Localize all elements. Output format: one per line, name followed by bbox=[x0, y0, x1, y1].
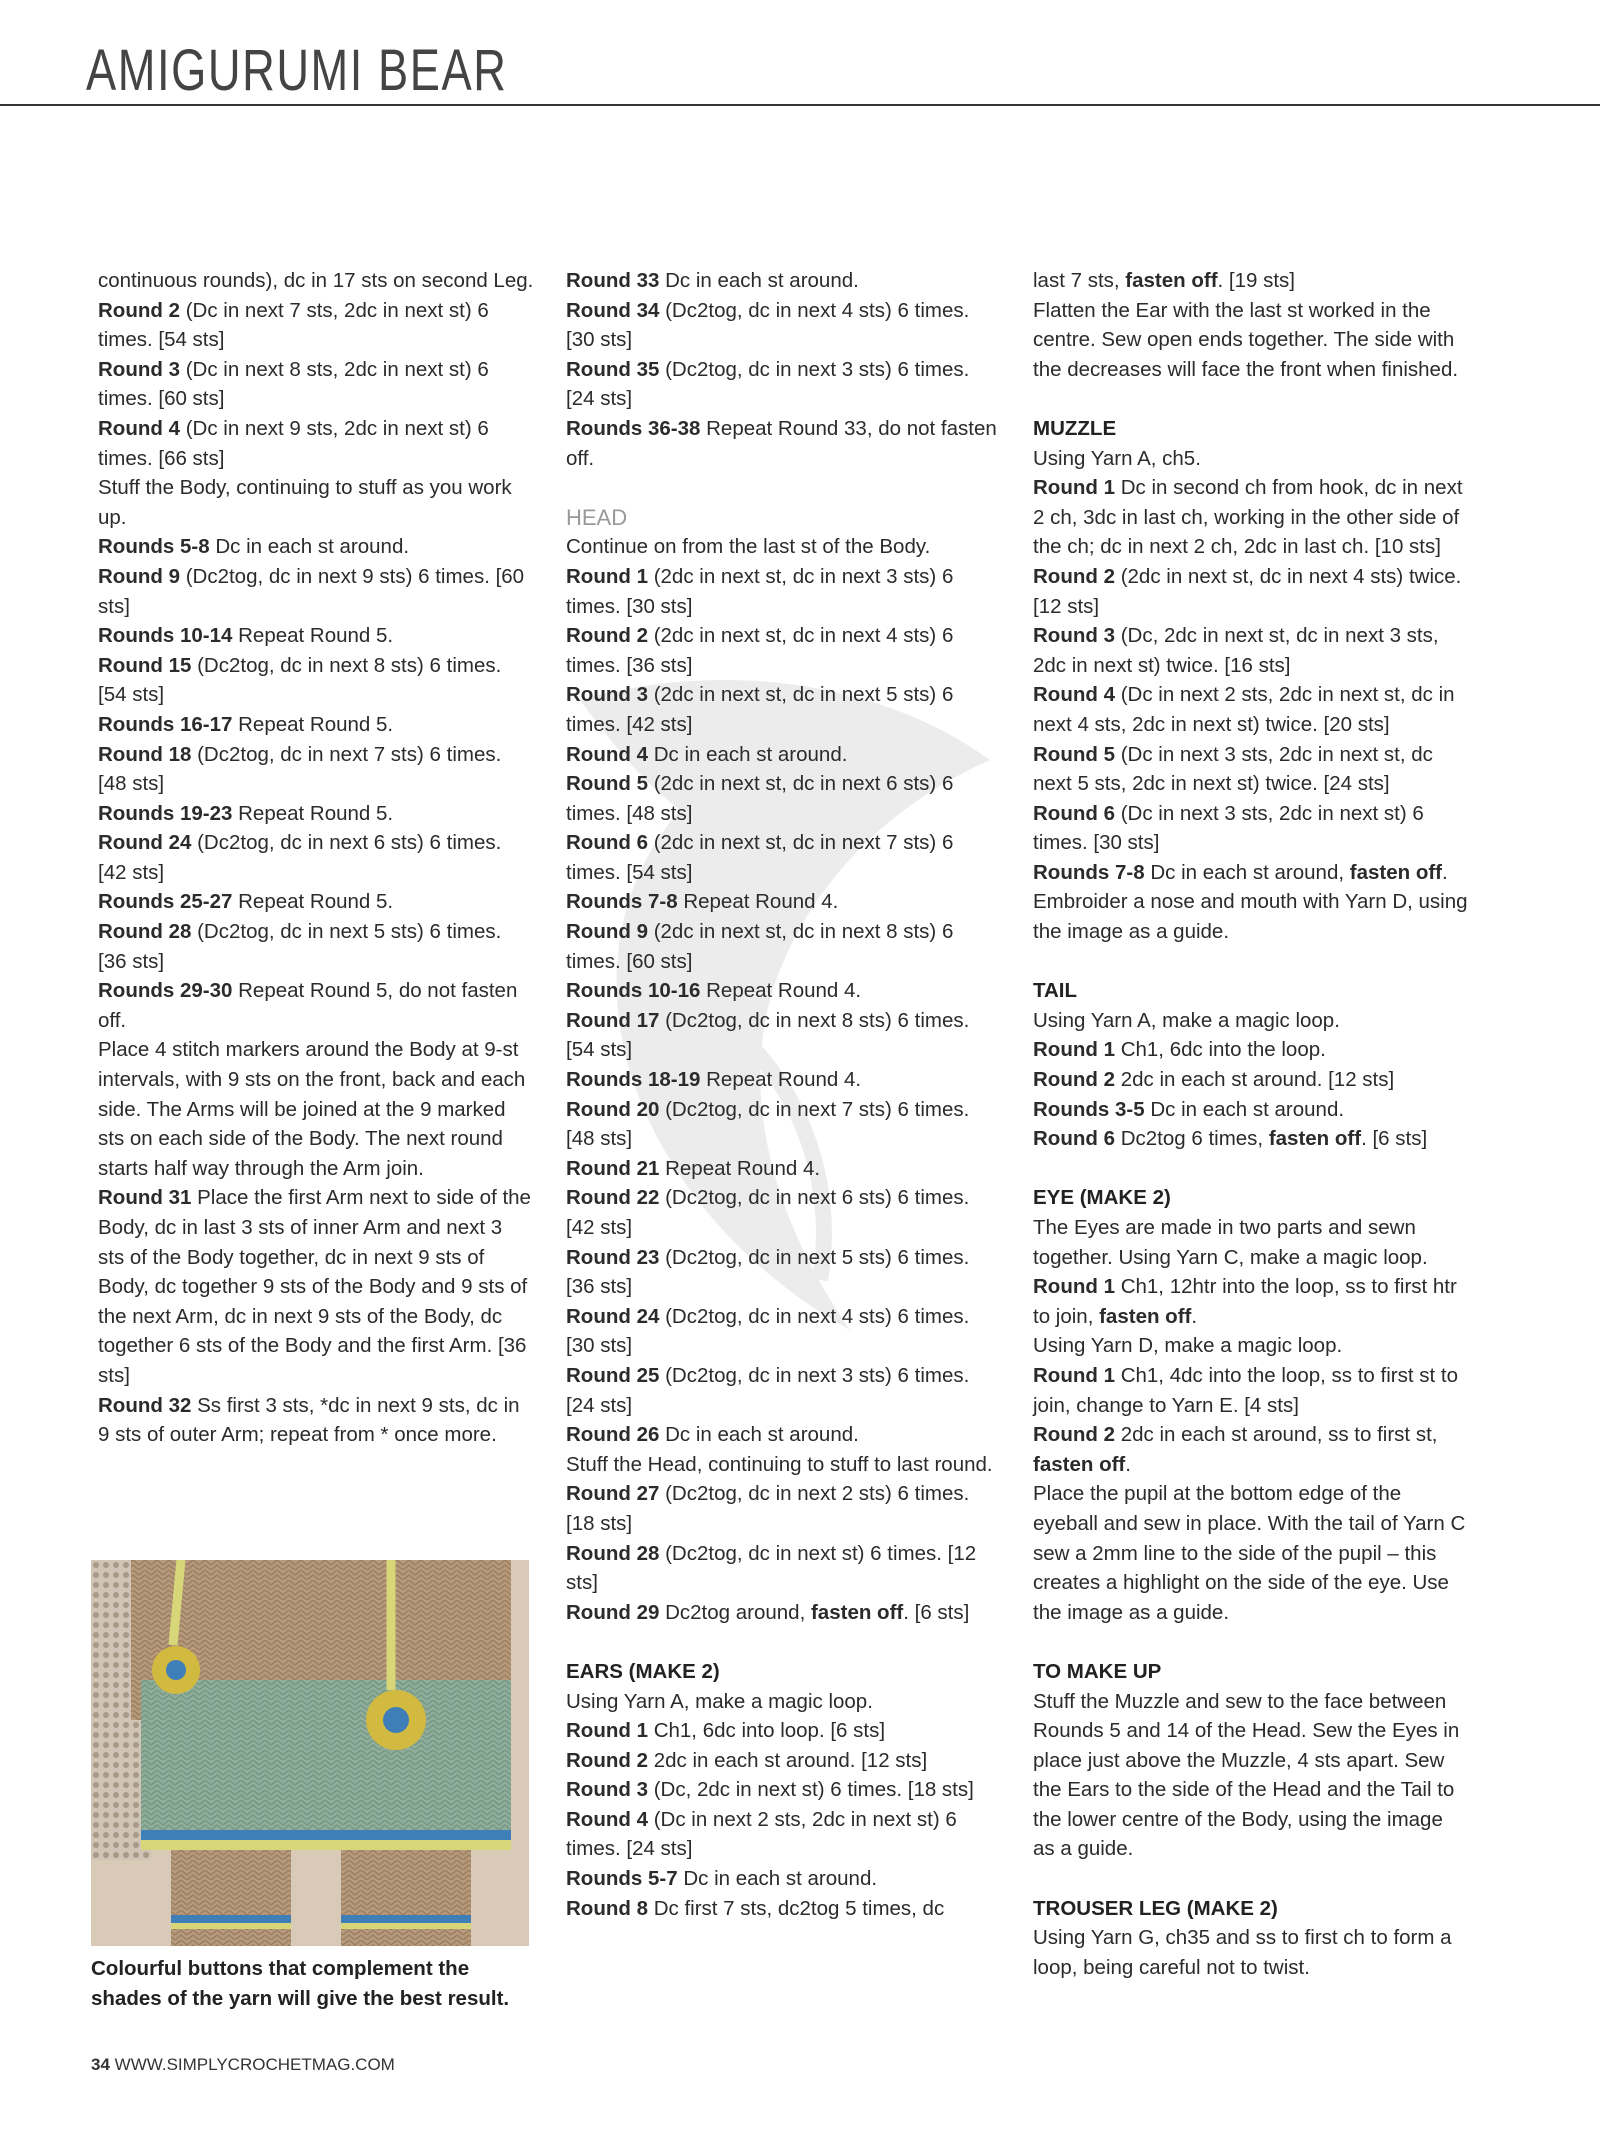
pattern-line bbox=[566, 1775, 1002, 1805]
pattern-line bbox=[98, 976, 534, 1035]
instruction-text: (Dc2tog, dc in next 7 sts) 6 times. [48 sts] bbox=[566, 1097, 970, 1151]
pattern-line bbox=[98, 651, 534, 710]
instruction-text: . bbox=[1125, 1452, 1131, 1476]
round-label: Round 34 bbox=[566, 298, 660, 322]
instruction-text: Repeat Round 5. bbox=[232, 712, 394, 736]
instruction-text: Using Yarn A, make a magic loop. bbox=[1033, 1008, 1340, 1032]
pattern-line bbox=[98, 621, 534, 651]
instruction-text: Dc in each st around. bbox=[1144, 1097, 1345, 1121]
round-label: Round 8 bbox=[566, 1896, 648, 1920]
instruction-text: Dc in each st around, bbox=[1144, 860, 1350, 884]
instruction-text: (Dc2tog, dc in next 9 sts) 6 times. [60 sts] bbox=[98, 564, 525, 618]
pattern-line bbox=[566, 769, 1002, 828]
pattern-line bbox=[566, 1864, 1002, 1894]
pattern-line bbox=[566, 1746, 1002, 1776]
pattern-line bbox=[1033, 1272, 1469, 1331]
section-heading-muzzle: MUZZLE bbox=[1033, 416, 1117, 440]
round-label: Round 6 bbox=[1033, 801, 1115, 825]
section-spacer bbox=[1033, 1154, 1469, 1184]
section-spacer bbox=[1033, 384, 1469, 414]
round-label: Round 1 bbox=[1033, 1275, 1115, 1299]
pattern-line bbox=[566, 1894, 1002, 1924]
pattern-line bbox=[98, 266, 534, 296]
page-title: AMIGURUMI BEAR bbox=[86, 38, 508, 103]
instruction-text: (Dc2tog, dc in next 2 sts) 6 times. [18 sts] bbox=[566, 1482, 970, 1535]
round-label: Round 3 bbox=[98, 357, 180, 381]
pattern-line bbox=[1033, 1035, 1469, 1065]
pattern-line bbox=[566, 355, 1002, 414]
pattern-line bbox=[1033, 444, 1469, 474]
instruction-text: (Dc2tog, dc in next 8 sts) 6 times. [54 sts] bbox=[98, 653, 502, 707]
round-label: Round 24 bbox=[566, 1304, 660, 1328]
instruction-text: (Dc in next 9 sts, 2dc in next st) 6 times. [66 sts] bbox=[98, 416, 489, 470]
pattern-line bbox=[98, 917, 534, 976]
instruction-text: continuous rounds), dc in 17 sts on second Leg. bbox=[98, 269, 534, 292]
instruction-text: Dc first 7 sts, dc2tog 5 times, dc bbox=[648, 1896, 945, 1920]
section-heading-ears: EARS (MAKE 2) bbox=[566, 1659, 720, 1683]
pattern-line bbox=[98, 562, 534, 621]
pattern-line bbox=[566, 1716, 1002, 1746]
pattern-line bbox=[98, 532, 534, 562]
instruction-text: Embroider a nose and mouth with Yarn D, using the image as a guide. bbox=[1033, 890, 1468, 944]
round-label: Rounds 18-19 bbox=[566, 1068, 701, 1092]
round-label: Round 4 bbox=[1033, 683, 1115, 707]
round-label: Round 1 bbox=[1033, 476, 1115, 500]
pattern-line bbox=[1033, 1006, 1469, 1036]
instruction-text: (Dc2tog, dc in next 7 sts) 6 times. [48 sts] bbox=[98, 742, 502, 796]
emphasis-text: fasten off bbox=[810, 1600, 904, 1624]
round-label: Round 21 bbox=[566, 1156, 660, 1180]
pattern-line bbox=[566, 532, 1002, 562]
instruction-text: (Dc2tog, dc in next 3 sts) 6 times. [24 sts] bbox=[566, 1363, 970, 1417]
pattern-line bbox=[566, 1479, 1002, 1538]
round-label: Rounds 36-38 bbox=[566, 416, 701, 440]
column-1 bbox=[98, 266, 534, 1450]
instruction-text: Repeat Round 5, do not fasten off. bbox=[98, 979, 518, 1032]
pattern-line bbox=[98, 473, 534, 532]
instruction-text: (Dc2tog, dc in next 3 sts) 6 times. [24 sts] bbox=[566, 357, 970, 411]
round-label: Round 3 bbox=[566, 1778, 648, 1802]
instruction-text: The Eyes are made in two parts and sewn together. Using Yarn C, make a magic loop. bbox=[1033, 1216, 1428, 1269]
round-label: Round 2 bbox=[1033, 564, 1115, 588]
instruction-text: Ss first 3 sts, *dc in next 9 sts, dc in 9 sts of outer Arm; repeat from * once more. bbox=[98, 1393, 520, 1447]
pattern-line bbox=[566, 917, 1002, 976]
bear-trousers-photo bbox=[91, 1560, 529, 1946]
round-label: Rounds 16-17 bbox=[98, 712, 233, 736]
instruction-text: Dc in each st around. bbox=[659, 269, 859, 292]
instruction-text: (Dc in next 2 sts, 2dc in next st) 6 times. [24 sts] bbox=[566, 1807, 957, 1861]
round-label: Rounds 5-8 bbox=[98, 535, 210, 559]
instruction-text: Stuff the Head, continuing to stuff to last round. bbox=[566, 1452, 993, 1476]
instruction-text: (Dc in next 7 sts, 2dc in next st) 6 times. [54 sts] bbox=[98, 298, 489, 352]
round-label: Round 2 bbox=[98, 298, 180, 322]
instruction-text: Stuff the Body, continuing to stuff as you work up. bbox=[98, 476, 512, 529]
pattern-line bbox=[566, 887, 1002, 917]
round-label: Round 1 bbox=[1033, 1363, 1115, 1387]
round-label: Round 2 bbox=[566, 1748, 648, 1772]
instruction-text: (Dc2tog, dc in next st) 6 times. [12 sts] bbox=[566, 1541, 977, 1595]
instruction-text: Ch1, 6dc into loop. [6 sts] bbox=[648, 1719, 886, 1743]
section-heading-head: HEAD bbox=[566, 504, 628, 530]
instruction-text: last 7 sts, bbox=[1033, 269, 1126, 292]
pattern-line bbox=[566, 1243, 1002, 1302]
instruction-text: Place the pupil at the bottom edge of the eyeball and sew in place. With the tail of Yarn C sew a 2mm line to the side of the pupil – this creates a highlight on the side of the eye. Use the image as a guide. bbox=[1033, 1482, 1466, 1624]
pattern-line bbox=[566, 621, 1002, 680]
instruction-text: Repeat Round 4. bbox=[659, 1156, 821, 1180]
photo-caption: Colourful buttons that complement the shades of the yarn will give the best result. bbox=[91, 1957, 510, 2010]
photo-illustration bbox=[91, 1560, 529, 1946]
pattern-line bbox=[1033, 1095, 1469, 1125]
pattern-line bbox=[1033, 1420, 1469, 1479]
round-label: Round 29 bbox=[566, 1600, 660, 1624]
pattern-line bbox=[98, 710, 534, 740]
section-spacer bbox=[1033, 1627, 1469, 1657]
round-label: Round 25 bbox=[566, 1363, 660, 1387]
round-label: Round 1 bbox=[566, 1719, 648, 1743]
round-label: Round 28 bbox=[98, 920, 192, 944]
pattern-line bbox=[566, 1302, 1002, 1361]
instruction-text: 2dc in each st around. [12 sts] bbox=[648, 1748, 928, 1772]
pattern-line bbox=[1033, 473, 1469, 562]
instruction-text: Repeat Round 5. bbox=[232, 890, 394, 914]
instruction-text: . [19 sts] bbox=[1217, 269, 1296, 292]
round-label: Round 2 bbox=[566, 624, 648, 648]
instruction-text: (2dc in next st, dc in next 4 sts) twice. [12 sts] bbox=[1033, 564, 1462, 618]
round-label: Round 26 bbox=[566, 1423, 660, 1447]
emphasis-text: fasten off bbox=[1099, 1304, 1192, 1328]
pattern-line bbox=[98, 740, 534, 799]
instruction-text: Ch1, 6dc into the loop. bbox=[1115, 1038, 1326, 1062]
instruction-text: Using Yarn D, make a magic loop. bbox=[1033, 1334, 1343, 1358]
instruction-text: Repeat Round 33, do not fasten off. bbox=[566, 416, 997, 470]
instruction-text: 2dc in each st around, ss to first st, bbox=[1115, 1423, 1438, 1447]
instruction-text: Dc2tog 6 times, bbox=[1115, 1127, 1269, 1151]
round-label: Round 1 bbox=[566, 564, 648, 588]
pattern-line bbox=[1033, 1124, 1469, 1154]
instruction-text: (Dc2tog, dc in next 4 sts) 6 times. [30 sts] bbox=[566, 298, 970, 352]
instruction-text: Dc in second ch from hook, dc in next 2 ch, 3dc in last ch, working in the other side of the ch; dc in next 2 ch, 2dc in last ch. [10 sts] bbox=[1033, 476, 1463, 559]
pattern-line bbox=[1033, 562, 1469, 621]
instruction-text: Dc in each st around. bbox=[209, 535, 410, 559]
round-label: Rounds 5-7 bbox=[566, 1867, 678, 1891]
instruction-text: 2dc in each st around. [12 sts] bbox=[1115, 1068, 1395, 1092]
pattern-line bbox=[566, 740, 1002, 770]
page-footer bbox=[91, 2055, 395, 2075]
round-label: Rounds 7-8 bbox=[1033, 860, 1145, 884]
instruction-text: (Dc, 2dc in next st) 6 times. [18 sts] bbox=[648, 1778, 974, 1802]
instruction-text: Using Yarn G, ch35 and ss to first ch to form a loop, being careful not to twist. bbox=[1033, 1926, 1452, 1979]
pattern-line bbox=[566, 828, 1002, 887]
column-2 bbox=[566, 266, 1002, 1923]
round-label: Round 22 bbox=[566, 1186, 660, 1210]
pattern-line bbox=[1033, 1479, 1469, 1627]
round-label: Round 20 bbox=[566, 1097, 660, 1121]
round-label: Round 24 bbox=[98, 831, 192, 855]
pattern-line bbox=[566, 1006, 1002, 1065]
instruction-text: Flatten the Ear with the last st worked in the centre. Sew open ends together. The side with the decreases will face the front when finished. bbox=[1033, 298, 1459, 381]
pattern-line bbox=[1033, 799, 1469, 858]
instruction-text: Place 4 stitch markers around the Body at 9-st intervals, with 9 sts on the front, back and each side. The Arms will be joined at the 9 marked sts on each side of the Body. The next round starts half way through the Arm join. bbox=[98, 1038, 526, 1180]
round-label: Round 33 bbox=[566, 269, 660, 292]
instruction-text: . [6 sts] bbox=[1361, 1127, 1428, 1151]
instruction-text: (Dc in next 2 sts, 2dc in next st, dc in next 4 sts, 2dc in next st) twice. [20 sts] bbox=[1033, 683, 1455, 736]
pattern-line bbox=[566, 1361, 1002, 1420]
pattern-line bbox=[1033, 1923, 1469, 1982]
round-label: Round 3 bbox=[566, 683, 648, 707]
instruction-text: Dc in each st around. bbox=[659, 1423, 859, 1447]
pattern-line bbox=[566, 976, 1002, 1006]
pattern-line bbox=[1033, 1331, 1469, 1361]
section-heading-tail: TAIL bbox=[1033, 979, 1078, 1003]
round-label: Round 1 bbox=[1033, 1038, 1115, 1062]
pattern-line bbox=[98, 799, 534, 829]
round-label: Round 3 bbox=[1033, 624, 1115, 648]
instruction-text: Ch1, 12htr into the loop, ss to first htr to join, bbox=[1033, 1275, 1457, 1328]
pattern-line bbox=[1033, 858, 1469, 888]
pattern-line bbox=[566, 1154, 1002, 1184]
pattern-line bbox=[566, 1065, 1002, 1095]
round-label: Round 4 bbox=[566, 742, 648, 766]
round-label: Round 18 bbox=[98, 742, 192, 766]
round-label: Round 17 bbox=[566, 1008, 660, 1032]
pattern-line bbox=[566, 562, 1002, 621]
round-label: Round 4 bbox=[98, 416, 180, 440]
instruction-text: Place the first Arm next to side of the Body, dc in last 3 sts of inner Arm and next 3 sts of the Body together, dc in next 9 sts of Body, dc together 9 sts of the Body and 9 sts of the next Arm, dc in next 9 sts of the Body, dc together 6 sts of the Body and the first Arm. [36 sts] bbox=[98, 1186, 531, 1387]
round-label: Round 5 bbox=[566, 772, 648, 796]
pattern-line bbox=[1033, 266, 1469, 296]
round-label: Round 31 bbox=[98, 1186, 192, 1210]
pattern-line bbox=[1033, 680, 1469, 739]
instruction-text: Repeat Round 4. bbox=[677, 890, 839, 914]
pattern-line bbox=[98, 1391, 534, 1450]
section-heading-eye: EYE (MAKE 2) bbox=[1033, 1186, 1171, 1210]
emphasis-text: fasten off bbox=[1125, 269, 1218, 292]
section-heading-make-up: TO MAKE UP bbox=[1033, 1659, 1162, 1683]
round-label: Rounds 3-5 bbox=[1033, 1097, 1145, 1121]
round-label: Round 28 bbox=[566, 1541, 660, 1565]
round-label: Rounds 19-23 bbox=[98, 801, 233, 825]
instruction-text: Repeat Round 4. bbox=[700, 1068, 862, 1092]
round-label: Rounds 7-8 bbox=[566, 890, 678, 914]
round-label: Round 5 bbox=[1033, 742, 1115, 766]
pattern-line bbox=[98, 296, 534, 355]
section-spacer bbox=[566, 1627, 1002, 1657]
instruction-text: (2dc in next st, dc in next 6 sts) 6 times. [48 sts] bbox=[566, 772, 954, 825]
emphasis-text: fasten off bbox=[1268, 1127, 1362, 1151]
round-label: Round 9 bbox=[98, 564, 180, 588]
pattern-line bbox=[98, 414, 534, 473]
instruction-text: Ch1, 4dc into the loop, ss to first st to join, change to Yarn E. [4 sts] bbox=[1033, 1363, 1458, 1417]
round-label: Round 6 bbox=[566, 831, 648, 855]
pattern-line bbox=[566, 1687, 1002, 1717]
round-label: Round 15 bbox=[98, 653, 192, 677]
round-label: Round 9 bbox=[566, 920, 648, 944]
round-label: Round 6 bbox=[1033, 1127, 1115, 1151]
instruction-text: . [6 sts] bbox=[903, 1600, 970, 1624]
pattern-line bbox=[566, 680, 1002, 739]
round-label: Round 4 bbox=[566, 1807, 648, 1831]
instruction-text: (Dc, 2dc in next st, dc in next 3 sts, 2dc in next st) twice. [16 sts] bbox=[1033, 624, 1439, 677]
pattern-line bbox=[1033, 740, 1469, 799]
pattern-line bbox=[566, 1539, 1002, 1598]
instruction-text: (2dc in next st, dc in next 5 sts) 6 times. [42 sts] bbox=[566, 683, 954, 736]
pattern-line bbox=[566, 266, 1002, 296]
instruction-text: (2dc in next st, dc in next 7 sts) 6 times. [54 sts] bbox=[566, 831, 954, 884]
instruction-text: (Dc2tog, dc in next 4 sts) 6 times. [30 sts] bbox=[566, 1304, 970, 1358]
pattern-line bbox=[566, 296, 1002, 355]
pattern-line bbox=[98, 828, 534, 887]
instruction-text: Dc in each st around. bbox=[648, 742, 848, 766]
round-label: Round 32 bbox=[98, 1393, 192, 1417]
instruction-text: Continue on from the last st of the Body. bbox=[566, 535, 931, 559]
instruction-text: (Dc2tog, dc in next 6 sts) 6 times. [42 sts] bbox=[98, 831, 502, 884]
instruction-text: Using Yarn A, ch5. bbox=[1033, 446, 1201, 470]
pattern-line bbox=[98, 887, 534, 917]
website-url: WWW.SIMPLYCROCHETMAG.COM bbox=[114, 2055, 395, 2074]
round-label: Round 2 bbox=[1033, 1068, 1115, 1092]
pattern-line bbox=[1033, 1065, 1469, 1095]
instruction-text: (Dc2tog, dc in next 6 sts) 6 times. [42 sts] bbox=[566, 1186, 970, 1239]
pattern-line bbox=[98, 1183, 534, 1390]
column-3 bbox=[1033, 266, 1469, 1982]
instruction-text: (2dc in next st, dc in next 4 sts) 6 times. [36 sts] bbox=[566, 624, 954, 677]
round-label: Rounds 25-27 bbox=[98, 890, 233, 914]
pattern-line bbox=[566, 1598, 1002, 1628]
instruction-text: (Dc2tog, dc in next 8 sts) 6 times. [54 sts] bbox=[566, 1008, 970, 1062]
pattern-line bbox=[98, 355, 534, 414]
round-label: Round 27 bbox=[566, 1482, 660, 1506]
round-label: Rounds 10-14 bbox=[98, 624, 233, 648]
instruction-text: Using Yarn A, make a magic loop. bbox=[566, 1689, 873, 1713]
round-label: Round 23 bbox=[566, 1245, 660, 1269]
emphasis-text: fasten off bbox=[1349, 860, 1442, 884]
pattern-line bbox=[566, 1420, 1002, 1450]
instruction-text: . bbox=[1442, 860, 1448, 884]
round-label: Round 35 bbox=[566, 357, 660, 381]
instruction-text: Repeat Round 5. bbox=[232, 801, 394, 825]
pattern-line bbox=[566, 414, 1002, 473]
pattern-line bbox=[1033, 1213, 1469, 1272]
instruction-text: (2dc in next st, dc in next 3 sts) 6 times. [30 sts] bbox=[566, 564, 954, 618]
instruction-text: (Dc in next 3 sts, 2dc in next st, dc next 5 sts, 2dc in next st) twice. [24 sts] bbox=[1033, 742, 1433, 796]
round-label: Round 2 bbox=[1033, 1423, 1115, 1447]
round-label: Rounds 29-30 bbox=[98, 979, 233, 1003]
pattern-line bbox=[98, 1035, 534, 1183]
instruction-text: Dc in each st around. bbox=[677, 1867, 878, 1891]
pattern-line bbox=[566, 1183, 1002, 1242]
pattern-line bbox=[1033, 621, 1469, 680]
section-spacer bbox=[566, 473, 1002, 503]
pattern-line bbox=[566, 1095, 1002, 1154]
pattern-line bbox=[1033, 1361, 1469, 1420]
emphasis-text: fasten off bbox=[1033, 1452, 1126, 1476]
section-heading-trouser: TROUSER LEG (MAKE 2) bbox=[1033, 1896, 1278, 1920]
instruction-text: (Dc2tog, dc in next 5 sts) 6 times. [36 sts] bbox=[98, 920, 502, 973]
section-spacer bbox=[1033, 947, 1469, 977]
pattern-line bbox=[1033, 887, 1469, 946]
instruction-text: Stuff the Muzzle and sew to the face between Rounds 5 and 14 of the Head. Sew the Eyes in place just above the Muzzle, 4 sts apart. Sew the Ears to the side of the Head and the Tail to the lower centre of the Body, using the image as a guide. bbox=[1033, 1689, 1460, 1861]
header-rule bbox=[0, 104, 1600, 106]
pattern-line bbox=[1033, 1687, 1469, 1865]
instruction-text: Dc2tog around, bbox=[659, 1600, 811, 1624]
instruction-text: (Dc in next 8 sts, 2dc in next st) 6 times. [60 sts] bbox=[98, 357, 489, 411]
pattern-line bbox=[566, 1450, 1002, 1480]
pattern-line bbox=[566, 1805, 1002, 1864]
section-spacer bbox=[1033, 1864, 1469, 1894]
round-label: Rounds 10-16 bbox=[566, 979, 701, 1003]
instruction-text: (2dc in next st, dc in next 8 sts) 6 times. [60 sts] bbox=[566, 920, 954, 973]
pattern-line bbox=[1033, 296, 1469, 385]
page-number: 34 bbox=[91, 2055, 110, 2074]
instruction-text: (Dc in next 3 sts, 2dc in next st) 6 times. [30 sts] bbox=[1033, 801, 1424, 855]
instruction-text: Repeat Round 5. bbox=[232, 624, 394, 648]
instruction-text: . bbox=[1191, 1304, 1198, 1328]
instruction-text: Repeat Round 4. bbox=[700, 979, 862, 1003]
instruction-text: (Dc2tog, dc in next 5 sts) 6 times. [36 sts] bbox=[566, 1245, 970, 1299]
